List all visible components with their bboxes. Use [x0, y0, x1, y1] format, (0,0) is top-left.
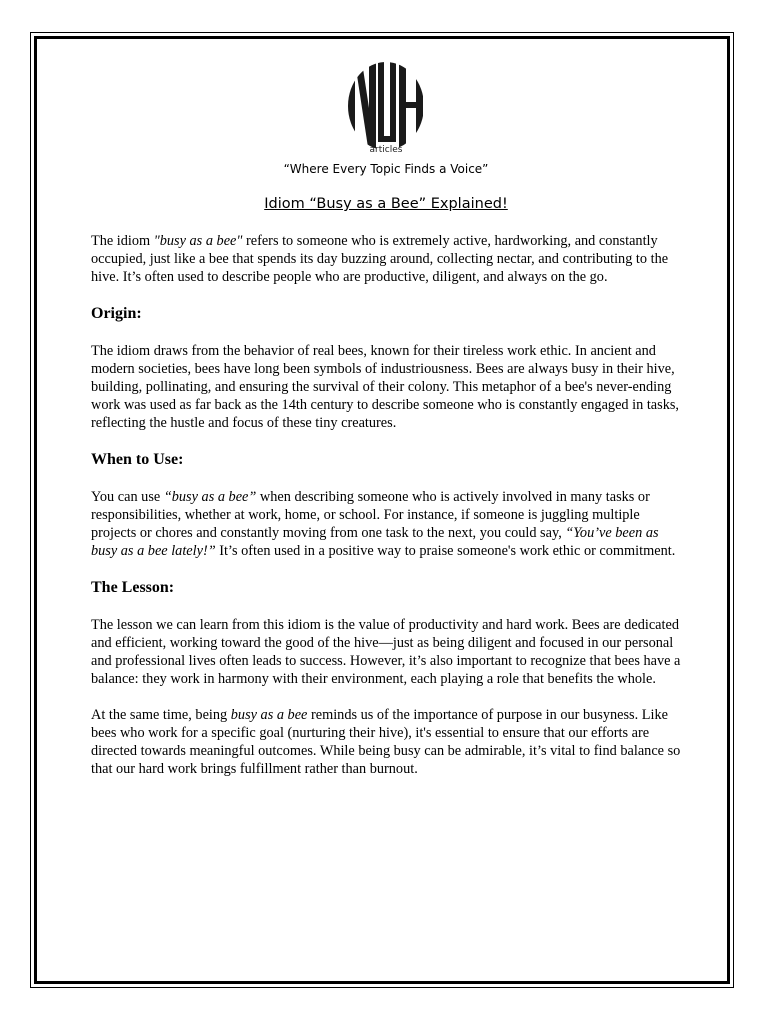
logo-subtext: articles [369, 145, 403, 154]
lesson2-text-post: reminds us of the importance of purpose in our busyness. Like bees who work for a specific goal (nurturing their hive), it's essential to ensure that our efforts are directed towards meaningful outcomes. While being busy can be admirable, it’s vital to find balance so that our hard work brings fulfillment rather than burnout. [91, 707, 681, 777]
origin-paragraph: The idiom draws from the behavior of real bees, known for their tireless work ethic. In ancient and modern societies, bees have long been symbols of industriousness. Bees are always busy in their hive, building, pollinating, and ensuring the survival of their colony. This metaphor of a bee's never-ending work was used as far back as the 14th century to describe someone who is constantly engaged in tasks, reflecting the hustle and focus of these tiny creatures. [91, 343, 680, 431]
nuh-logo-mark [346, 62, 426, 154]
lesson2-text-pre: At the same time, being [91, 707, 231, 723]
when-idiom-phrase: “busy as a bee” [163, 489, 257, 505]
lesson2-idiom-phrase: busy as a bee [230, 707, 308, 723]
when-text-mid: when describing someone who is actively involved in many tasks or responsibilities, whether at work, home, or school. For instance, if someone is juggling multiple projects or chores and constantly moving from one task to the next, you could say, [91, 489, 650, 541]
when-to-use-heading: When to Use: [91, 451, 184, 468]
origin-heading: Origin: [91, 305, 142, 322]
lesson-heading: The Lesson: [91, 579, 175, 596]
intro-text-post: refers to someone who is extremely active, hardworking, and constantly occupied, just like a bee that spends its day buzzing around, collecting nectar, and contributing to the hive. It’s often used to describe people who are productive, diligent, and always on the go. [91, 233, 669, 285]
tagline: “Where Every Topic Finds a Voice” [283, 162, 489, 176]
logo-container [91, 62, 681, 154]
document-content [91, 60, 681, 796]
page-title: Idiom “Busy as a Bee” Explained! [264, 196, 508, 212]
lesson-paragraph-2 [91, 706, 681, 778]
intro-idiom-phrase: "busy as a bee" [153, 233, 243, 249]
when-text-pre: You can use [91, 489, 164, 505]
nuh-logo [346, 62, 426, 154]
intro-paragraph [91, 232, 681, 286]
when-example-quote: “You’ve been as busy as a bee lately!” [91, 525, 659, 559]
when-to-use-paragraph [91, 488, 681, 560]
lesson-paragraph-1: The lesson we can learn from this idiom is the value of productivity and hard work. Bees are dedicated and efficient, working toward the good of the hive—just as being diligent and focused in our personal and professional lives often leads to success. However, it’s also important to recognize that bees have a balance: they work in harmony with their environment, each playing a role that benefits the whole. [91, 617, 681, 687]
when-text-post: It’s often used in a positive way to praise someone's work ethic or commitment. [215, 543, 676, 559]
intro-text-pre: The idiom [91, 233, 154, 249]
